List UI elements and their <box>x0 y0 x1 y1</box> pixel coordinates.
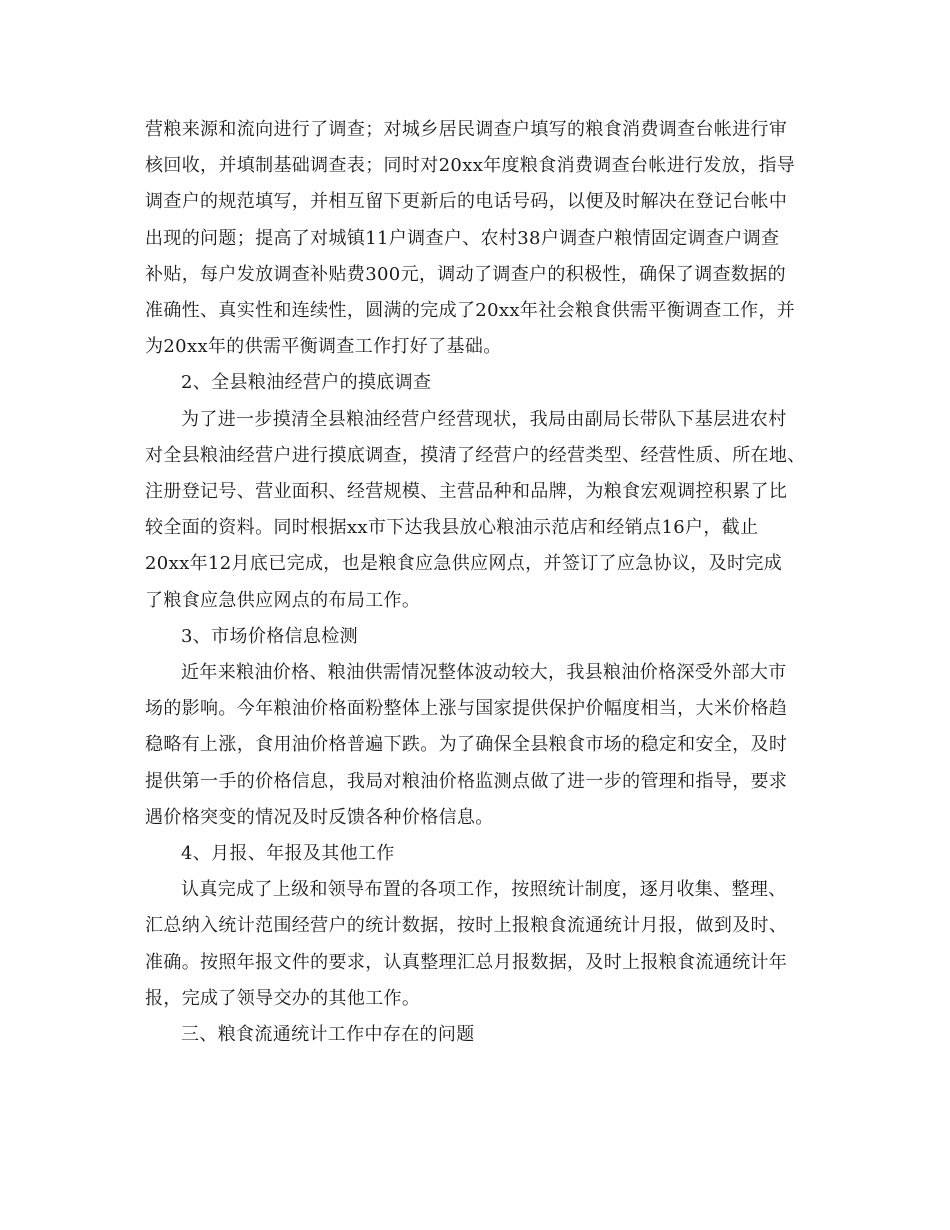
section-heading: 3、市场价格信息检测 <box>181 625 358 647</box>
paragraph-line: 为20xx年的供需平衡调查工作打好了基础。 <box>145 336 502 358</box>
paragraph-line: 认真完成了上级和领导布置的各项工作，按照统计制度，逐月收集、整理、 <box>181 879 787 901</box>
section-heading: 三、粮食流通统计工作中存在的问题 <box>181 1024 475 1046</box>
paragraph-line: 20xx年12月底已完成，也是粮食应急供应网点，并签订了应急协议，及时完成 <box>145 553 783 575</box>
paragraph-line: 提供第一手的价格信息，我局对粮油价格监测点做了进一步的管理和指导，要求 <box>145 770 788 792</box>
paragraph-line: 准确性、真实性和连续性，圆满的完成了20xx年社会粮食供需平衡调查工作，并 <box>145 300 796 322</box>
paragraph-line: 报，完成了领导交办的其他工作。 <box>145 987 421 1009</box>
paragraph-line: 遇价格突变的情况及时反馈各种价格信息。 <box>145 806 494 828</box>
paragraph-line: 为了进一步摸清全县粮油经营户经营现状，我局由副局长带队下基层进农村 <box>181 408 787 430</box>
document-body <box>145 112 810 1053</box>
paragraph-line: 场的影响。今年粮油价格面粉整体上涨与国家提供保护价幅度相当，大米价格趋 <box>145 698 788 720</box>
paragraph-line: 汇总纳入统计范围经营户的统计数据，按时上报粮食流通统计月报，做到及时、 <box>145 915 788 937</box>
paragraph-line: 对全县粮油经营户进行摸底调查，摸清了经营户的经营类型、经营性质、所在地、 <box>145 444 806 466</box>
paragraph-line: 核回收，并填制基础调查表；同时对20xx年度粮食消费调查台帐进行发放，指导 <box>145 155 796 177</box>
paragraph-line: 注册登记号、营业面积、经营规模、主营品种和品牌，为粮食宏观调控积累了比 <box>145 481 788 503</box>
paragraph-line: 近年来粮油价格、粮油供需情况整体波动较大，我县粮油价格深受外部大市 <box>181 662 787 684</box>
paragraph-line: 准确。按照年报文件的要求，认真整理汇总月报数据，及时上报粮食流通统计年 <box>145 951 788 973</box>
paragraph-line: 了粮食应急供应网点的布局工作。 <box>145 589 421 611</box>
paragraph-line: 补贴，每户发放调查补贴费300元，调动了调查户的积极性，确保了调查数据的 <box>145 263 786 285</box>
section-heading: 2、全县粮油经营户的摸底调查 <box>181 372 432 394</box>
section-heading: 4、月报、年报及其他工作 <box>181 843 395 865</box>
paragraph-line: 营粮来源和流向进行了调查；对城乡居民调查户填写的粮食消费调查台帐进行审 <box>145 119 788 140</box>
paragraph-line: 出现的问题；提高了对城镇11户调查户、农村38户调查户粮情固定调查户调查 <box>145 227 780 249</box>
paragraph-line: 调查户的规范填写，并相互留下更新后的电话号码，以便及时解决在登记台帐中 <box>145 191 788 213</box>
paragraph-line: 较全面的资料。同时根据xx市下达我县放心粮油示范店和经销点16户，截止 <box>145 517 759 539</box>
paragraph-line: 稳略有上涨，食用油价格普遍下跌。为了确保全县粮食市场的稳定和安全，及时 <box>145 734 788 756</box>
